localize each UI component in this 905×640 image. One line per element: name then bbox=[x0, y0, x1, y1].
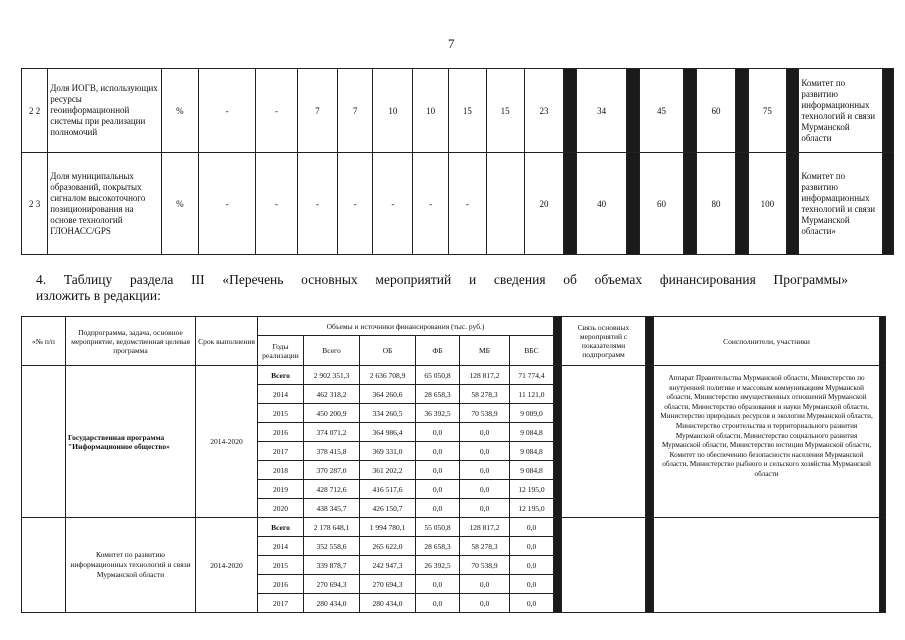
finance-table bbox=[21, 316, 886, 613]
indicator-value: 34 bbox=[576, 69, 626, 153]
fb-cell: 0,0 bbox=[416, 461, 460, 480]
link-cell bbox=[562, 518, 646, 613]
year-cell: Всего bbox=[258, 518, 304, 537]
indicator-value: - bbox=[337, 153, 373, 255]
indicator-value: 15 bbox=[449, 69, 487, 153]
indicator-value: 10 bbox=[413, 69, 449, 153]
divider bbox=[564, 153, 577, 255]
ob-cell: 265 622,0 bbox=[360, 537, 416, 556]
indicator-value: 15 bbox=[486, 69, 524, 153]
mb-cell: 0,0 bbox=[460, 594, 510, 613]
ob-cell: 416 517,6 bbox=[360, 480, 416, 499]
indicator-name: Доля ИОГВ, использующих ресурсы геоинформационной системы при реализации полномочий bbox=[48, 69, 161, 153]
indicator-value: 7 bbox=[297, 69, 337, 153]
committee-name: Комитет по развитию информационных технологий и связи Мурманской области bbox=[66, 518, 196, 613]
ob-cell: 1 994 780,1 bbox=[360, 518, 416, 537]
ob-cell: 270 694,3 bbox=[360, 575, 416, 594]
divider bbox=[564, 69, 577, 153]
mb-cell: 0,0 bbox=[460, 423, 510, 442]
indicator-value: - bbox=[255, 153, 297, 255]
program-section bbox=[22, 366, 886, 518]
indicator-num: 2 2 bbox=[22, 69, 48, 153]
vbs-cell: 11 121,0 bbox=[510, 385, 554, 404]
divider bbox=[880, 317, 886, 366]
header-program: Подпрограмма, задача, основное мероприятие, ведомственная целевая программа bbox=[66, 317, 196, 366]
total-cell: 462 318,2 bbox=[304, 385, 360, 404]
indicator-value: - bbox=[413, 153, 449, 255]
divider bbox=[880, 366, 886, 518]
vbs-cell: 12 195,0 bbox=[510, 480, 554, 499]
divider bbox=[883, 69, 894, 153]
indicator-value: 75 bbox=[748, 69, 786, 153]
fb-cell: 28 658,3 bbox=[416, 537, 460, 556]
fb-cell: 0,0 bbox=[416, 423, 460, 442]
amendment-paragraph bbox=[36, 272, 848, 304]
divider bbox=[786, 69, 799, 153]
paragraph-line: 4. Таблицу раздела III «Перечень основных мероприятий и сведения об объемах финансирования Программы» bbox=[36, 272, 848, 287]
divider bbox=[627, 69, 640, 153]
mb-cell: 58 278,3 bbox=[460, 385, 510, 404]
mb-cell: 70 538,9 bbox=[460, 556, 510, 575]
divider bbox=[646, 518, 654, 613]
header-sources: Объемы и источники финансирования (тыс. руб.) bbox=[258, 317, 554, 336]
total-cell: 428 712,6 bbox=[304, 480, 360, 499]
indicator-value: 23 bbox=[524, 69, 564, 153]
fb-cell: 0,0 bbox=[416, 575, 460, 594]
fb-cell: 36 392,5 bbox=[416, 404, 460, 423]
year-cell: 2015 bbox=[258, 404, 304, 423]
divider bbox=[683, 153, 696, 255]
divider bbox=[554, 317, 562, 366]
total-cell: 2 178 648,1 bbox=[304, 518, 360, 537]
fb-cell: 0,0 bbox=[416, 594, 460, 613]
header-link: Связь основных мероприятий с показателями подпрограмм bbox=[562, 317, 646, 366]
divider bbox=[786, 153, 799, 255]
page-number: 7 bbox=[448, 36, 455, 51]
indicator-unit: % bbox=[161, 69, 199, 153]
vbs-cell: 0,0 bbox=[510, 575, 554, 594]
indicator-base: - bbox=[199, 153, 256, 255]
ob-cell: 334 260,5 bbox=[360, 404, 416, 423]
divider bbox=[880, 518, 886, 613]
indicator-base: - bbox=[199, 69, 256, 153]
ob-cell: 242 947,3 bbox=[360, 556, 416, 575]
indicator-value: - bbox=[373, 153, 413, 255]
ob-cell: 426 150,7 bbox=[360, 499, 416, 518]
indicator-name: Доля муниципальных образований, покрытых сигналом высокоточного позиционирования на основе технологий ГЛОНАСС/GPS bbox=[48, 153, 161, 255]
vbs-cell: 0,0 bbox=[510, 518, 554, 537]
indicator-executor: Комитет по развитию информационных технологий и связи Мурманской области» bbox=[799, 153, 883, 255]
indicator-value: 100 bbox=[748, 153, 786, 255]
indicator-value: - bbox=[255, 69, 297, 153]
paragraph-line: изложить в редакции: bbox=[36, 288, 161, 303]
header-participants: Соисполнители, участники bbox=[654, 317, 880, 366]
indicator-value: - bbox=[449, 153, 487, 255]
divider bbox=[554, 366, 562, 518]
vbs-cell: 0,0 bbox=[510, 594, 554, 613]
divider bbox=[736, 153, 749, 255]
vbs-cell: 9 009,0 bbox=[510, 404, 554, 423]
participants-cell bbox=[654, 518, 880, 613]
term: 2014-2020 bbox=[196, 366, 258, 518]
total-cell: 270 694,3 bbox=[304, 575, 360, 594]
fb-cell: 55 050,8 bbox=[416, 518, 460, 537]
term: 2014-2020 bbox=[196, 518, 258, 613]
header-term: Срок выполнения bbox=[196, 317, 258, 366]
divider bbox=[646, 317, 654, 366]
indicator-executor: Комитет по развитию информационных технологий и связи Мурманской области bbox=[799, 69, 883, 153]
vbs-cell: 9 084,8 bbox=[510, 461, 554, 480]
mb-cell: 128 817,2 bbox=[460, 518, 510, 537]
year-cell: 2020 bbox=[258, 499, 304, 518]
indicator-value: 20 bbox=[524, 153, 564, 255]
program-name: Государственная программа "Информационное общество» bbox=[66, 366, 196, 518]
fb-cell: 28 658,3 bbox=[416, 385, 460, 404]
year-cell: 2018 bbox=[258, 461, 304, 480]
committee-section bbox=[22, 518, 886, 613]
ob-cell: 369 331,0 bbox=[360, 442, 416, 461]
vbs-cell: 71 774,4 bbox=[510, 366, 554, 385]
mb-cell: 0,0 bbox=[460, 461, 510, 480]
ob-cell: 2 636 708,9 bbox=[360, 366, 416, 385]
header-fb: ФБ bbox=[416, 336, 460, 366]
fb-cell: 65 050,8 bbox=[416, 366, 460, 385]
year-cell: 2017 bbox=[258, 442, 304, 461]
total-cell: 280 434,0 bbox=[304, 594, 360, 613]
vbs-cell: 0,0 bbox=[510, 556, 554, 575]
ob-cell: 364 986,4 bbox=[360, 423, 416, 442]
divider bbox=[627, 153, 640, 255]
indicator-value: 45 bbox=[639, 69, 683, 153]
indicator-row bbox=[22, 153, 894, 255]
header-vbs: ВБС bbox=[510, 336, 554, 366]
divider bbox=[883, 153, 894, 255]
total-cell: 2 902 351,3 bbox=[304, 366, 360, 385]
indicator-value bbox=[486, 153, 524, 255]
header-num: «№ п/п bbox=[22, 317, 66, 366]
indicator-unit: % bbox=[161, 153, 199, 255]
total-cell: 370 287,0 bbox=[304, 461, 360, 480]
vbs-cell: 9 084,8 bbox=[510, 423, 554, 442]
header-years: Годы реализации bbox=[258, 336, 304, 366]
row-num bbox=[22, 518, 66, 613]
header-mb: МБ bbox=[460, 336, 510, 366]
indicator-value: 10 bbox=[373, 69, 413, 153]
fb-cell: 0,0 bbox=[416, 480, 460, 499]
fb-cell: 26 392,5 bbox=[416, 556, 460, 575]
year-cell: 2014 bbox=[258, 385, 304, 404]
indicator-row bbox=[22, 69, 894, 153]
mb-cell: 128 817,2 bbox=[460, 366, 510, 385]
mb-cell: 0,0 bbox=[460, 480, 510, 499]
divider bbox=[736, 69, 749, 153]
mb-cell: 70 538,9 bbox=[460, 404, 510, 423]
total-cell: 352 558,6 bbox=[304, 537, 360, 556]
row-num bbox=[22, 366, 66, 518]
fb-cell: 0,0 bbox=[416, 442, 460, 461]
indicator-value: - bbox=[297, 153, 337, 255]
vbs-cell: 0,0 bbox=[510, 537, 554, 556]
year-cell: 2016 bbox=[258, 423, 304, 442]
indicators-table bbox=[21, 68, 894, 255]
year-cell: 2014 bbox=[258, 537, 304, 556]
vbs-cell: 12 195,0 bbox=[510, 499, 554, 518]
link-cell bbox=[562, 366, 646, 518]
header-total: Всего bbox=[304, 336, 360, 366]
vbs-cell: 9 084,8 bbox=[510, 442, 554, 461]
total-cell: 339 878,7 bbox=[304, 556, 360, 575]
divider bbox=[646, 366, 654, 518]
year-cell: 2015 bbox=[258, 556, 304, 575]
divider bbox=[554, 518, 562, 613]
indicator-value: 7 bbox=[337, 69, 373, 153]
mb-cell: 58 278,3 bbox=[460, 537, 510, 556]
fb-cell: 0,0 bbox=[416, 499, 460, 518]
mb-cell: 0,0 bbox=[460, 575, 510, 594]
finance-row bbox=[22, 518, 886, 537]
indicator-value: 60 bbox=[696, 69, 736, 153]
year-cell: 2019 bbox=[258, 480, 304, 499]
ob-cell: 361 202,2 bbox=[360, 461, 416, 480]
ob-cell: 364 260,6 bbox=[360, 385, 416, 404]
mb-cell: 0,0 bbox=[460, 499, 510, 518]
year-cell: Всего bbox=[258, 366, 304, 385]
total-cell: 378 415,8 bbox=[304, 442, 360, 461]
total-cell: 374 071,2 bbox=[304, 423, 360, 442]
mb-cell: 0,0 bbox=[460, 442, 510, 461]
header-ob: ОБ bbox=[360, 336, 416, 366]
indicator-value: 60 bbox=[639, 153, 683, 255]
total-cell: 450 200,9 bbox=[304, 404, 360, 423]
total-cell: 438 345,7 bbox=[304, 499, 360, 518]
indicator-value: 40 bbox=[576, 153, 626, 255]
year-cell: 2017 bbox=[258, 594, 304, 613]
finance-row bbox=[22, 366, 886, 385]
indicator-num: 2 3 bbox=[22, 153, 48, 255]
ob-cell: 280 434,0 bbox=[360, 594, 416, 613]
indicator-value: 80 bbox=[696, 153, 736, 255]
participants-cell: Аппарат Правительства Мурманской области, Министерство по внутренней политике и массовым коммуникациям Мурманской области, Министерство имущественных отношений Мурманской области, Министерство образования и науки Мурманской области, Министерство природных ресурсов и экологии Мурманской области, Министерство строительства и территориального развития Мурманской области, Министерство социального развития Мурманской области, Министерство юстиции Мурманской области, Комитет по обеспечению безопасности населения Мурманской области, Министерство рыбного и сельского хозяйства Мурманской области bbox=[654, 366, 880, 518]
year-cell: 2016 bbox=[258, 575, 304, 594]
divider bbox=[683, 69, 696, 153]
